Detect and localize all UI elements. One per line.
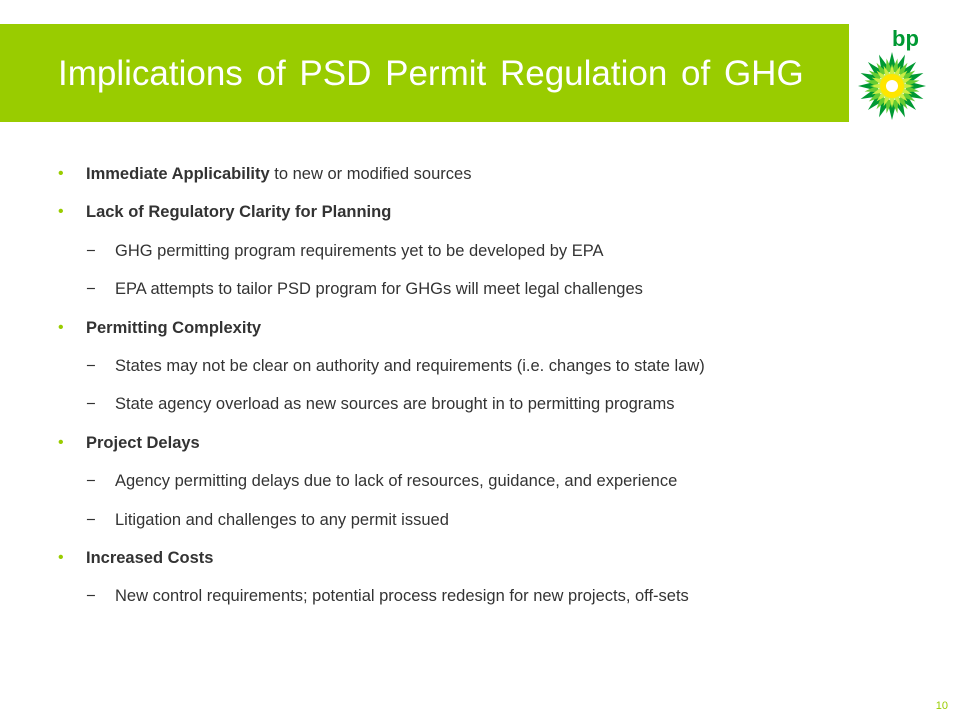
- dash-marker: −: [86, 356, 96, 375]
- dash-marker: −: [86, 241, 96, 260]
- sub-bullet-item: [58, 467, 918, 505]
- helios-center: [886, 80, 898, 92]
- bullet-text: [115, 275, 643, 303]
- bullet-list: [58, 160, 918, 621]
- sub-bullet-item: [58, 237, 918, 275]
- bullet-text: [115, 506, 449, 534]
- bullet-text: [86, 544, 213, 572]
- bullet-text: [115, 237, 604, 265]
- bullet-plain-text: New control requirements; potential process redesign for new projects, off-sets: [115, 587, 689, 606]
- bullet-item: [58, 160, 918, 198]
- dash-marker: −: [86, 472, 96, 491]
- page-number: 10: [935, 700, 948, 712]
- bullet-marker: •: [58, 548, 64, 566]
- bullet-marker: •: [58, 433, 64, 451]
- bullet-bold-text: Permitting Complexity: [86, 318, 262, 337]
- bp-logo: [856, 26, 930, 122]
- sub-bullet-item: [58, 275, 918, 313]
- bullet-text: [115, 352, 705, 380]
- sub-bullet-item: [58, 352, 918, 390]
- bullet-bold-text: Immediate Applicability: [86, 165, 270, 183]
- bullet-text: [86, 198, 391, 226]
- bullet-item: [58, 544, 918, 582]
- bullet-bold-text: Project Delays: [86, 433, 200, 452]
- bullet-text: [115, 467, 677, 495]
- bullet-text: [86, 314, 261, 342]
- bullet-plain-text: Agency permitting delays due to lack of resources, guidance, and experience: [115, 472, 678, 491]
- bullet-text: [115, 582, 689, 610]
- bullet-text: [86, 429, 200, 457]
- bullet-text: [86, 160, 471, 188]
- dash-marker: −: [86, 280, 96, 299]
- bullet-text: [115, 390, 674, 418]
- sub-bullet-item: [58, 390, 918, 428]
- dash-marker: −: [86, 395, 96, 414]
- bullet-plain-text: GHG permitting program requirements yet to be developed by EPA: [115, 241, 604, 260]
- bullet-plain-text: to new or modified sources: [269, 165, 472, 183]
- bullet-bold-text: Lack of Regulatory Clarity for Planning: [86, 203, 392, 222]
- sub-bullet-item: [58, 506, 918, 544]
- slide-title: Implications of PSD Permit Regulation of GHG: [58, 54, 804, 93]
- bullet-marker: •: [58, 318, 64, 336]
- helios-icon: [856, 50, 928, 122]
- bullet-marker: •: [58, 203, 64, 221]
- sub-bullet-item: [58, 582, 918, 620]
- bullet-item: [58, 429, 918, 467]
- bullet-plain-text: EPA attempts to tailor PSD program for GHGs will meet legal challenges: [115, 280, 643, 299]
- bullet-marker: •: [58, 165, 64, 182]
- bullet-item: [58, 198, 918, 236]
- bullet-plain-text: States may not be clear on authority and requirements (i.e. changes to state law): [115, 356, 705, 375]
- bp-logo-text: bp: [892, 26, 919, 51]
- bullet-item: [58, 314, 918, 352]
- bullet-plain-text: Litigation and challenges to any permit issued: [115, 510, 449, 529]
- bullet-bold-text: Increased Costs: [86, 548, 214, 567]
- dash-marker: −: [86, 510, 96, 529]
- bullet-plain-text: State agency overload as new sources are brought in to permitting programs: [115, 395, 675, 414]
- dash-marker: −: [86, 587, 96, 606]
